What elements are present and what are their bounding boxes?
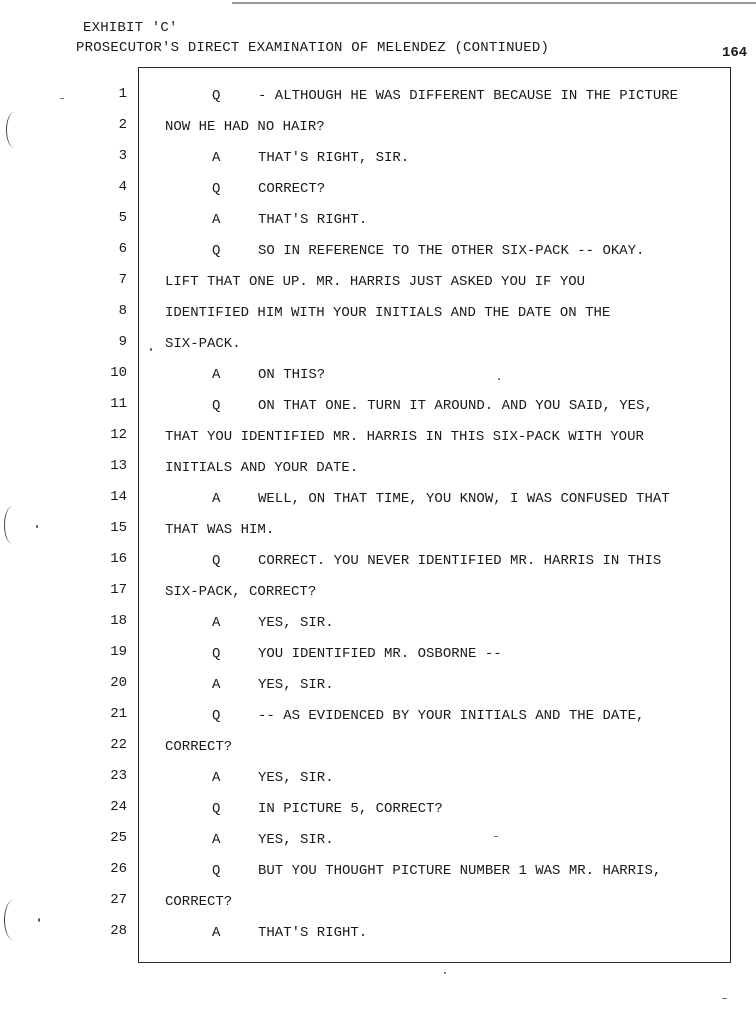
speaker-label: Q (212, 863, 221, 879)
transcript-line (0, 427, 756, 458)
speaker-label: Q (212, 181, 221, 197)
line-number: 1 (118, 86, 127, 102)
line-text (165, 522, 274, 538)
line-number: 6 (118, 241, 127, 257)
transcript-line (0, 458, 756, 489)
speaker-label: Q (212, 398, 221, 414)
speaker-label: A (212, 832, 221, 848)
speaker-label: Q (212, 801, 221, 817)
line-text (165, 274, 585, 290)
testimony-text: SO IN REFERENCE TO THE OTHER SIX-PACK -- OKAY. (258, 243, 645, 259)
line-number: 23 (110, 768, 127, 784)
line-number: 20 (110, 675, 127, 691)
speaker-label: Q (212, 708, 221, 724)
speaker-label: Q (212, 88, 221, 104)
line-number: 3 (118, 148, 127, 164)
testimony-text: YES, SIR. (258, 770, 334, 786)
line-text (165, 119, 325, 135)
line-text (212, 398, 653, 414)
speaker-label: A (212, 150, 221, 166)
testimony-text: ON THIS? (258, 367, 326, 383)
transcript-line (0, 303, 756, 334)
transcript-line (0, 489, 756, 520)
line-number: 13 (110, 458, 127, 474)
speaker-label: A (212, 491, 221, 507)
line-text (212, 770, 334, 786)
line-text (165, 429, 644, 445)
speaker-label: A (212, 770, 221, 786)
transcript-line (0, 706, 756, 737)
line-number: 27 (110, 892, 127, 908)
speaker-label: Q (212, 646, 221, 662)
transcript-line (0, 923, 756, 954)
line-number: 10 (110, 365, 127, 381)
line-text (212, 150, 409, 166)
line-number: 18 (110, 613, 127, 629)
line-text (212, 553, 661, 569)
testimony-text: IDENTIFIED HIM WITH YOUR INITIALS AND THE DATE ON THE (165, 305, 611, 321)
testimony-text: WELL, ON THAT TIME, YOU KNOW, I WAS CONFUSED THAT (258, 491, 670, 507)
top-scan-rule (232, 2, 756, 4)
line-number: 24 (110, 799, 127, 815)
line-text (212, 243, 644, 259)
transcript-body (0, 86, 756, 954)
line-number: 22 (110, 737, 127, 753)
line-text (212, 677, 334, 693)
line-number: 21 (110, 706, 127, 722)
line-number: 12 (110, 427, 127, 443)
line-number: 5 (118, 210, 127, 226)
testimony-text: YOU IDENTIFIED MR. OSBORNE -- (258, 646, 502, 662)
line-text (165, 584, 316, 600)
line-number: 11 (110, 396, 127, 412)
testimony-text: CORRECT? (258, 181, 326, 197)
testimony-text: CORRECT? (165, 739, 233, 755)
transcript-line (0, 179, 756, 210)
transcript-line (0, 86, 756, 117)
transcript-line (0, 210, 756, 241)
speaker-label: A (212, 615, 221, 631)
line-text (165, 739, 232, 755)
testimony-text: SIX-PACK, CORRECT? (165, 584, 317, 600)
transcript-line (0, 272, 756, 303)
speaker-label: A (212, 677, 221, 693)
speaker-label: Q (212, 553, 221, 569)
testimony-text: THAT'S RIGHT, SIR. (258, 150, 410, 166)
line-number: 17 (110, 582, 127, 598)
transcript-line (0, 117, 756, 148)
line-text (212, 646, 502, 662)
line-number: 4 (118, 179, 127, 195)
testimony-text: SIX-PACK. (165, 336, 241, 352)
speaker-label: Q (212, 243, 221, 259)
line-text (212, 832, 334, 848)
speaker-label: A (212, 925, 221, 941)
line-number: 25 (110, 830, 127, 846)
transcript-line (0, 737, 756, 768)
testimony-text: INITIALS AND YOUR DATE. (165, 460, 359, 476)
line-text (165, 460, 358, 476)
line-number: 19 (110, 644, 127, 660)
line-number: 26 (110, 861, 127, 877)
transcript-line (0, 892, 756, 923)
transcript-line (0, 613, 756, 644)
line-number: 16 (110, 551, 127, 567)
line-number: 28 (110, 923, 127, 939)
transcript-line (0, 396, 756, 427)
line-text (212, 925, 367, 941)
transcript-line (0, 334, 756, 365)
testimony-text: BUT YOU THOUGHT PICTURE NUMBER 1 WAS MR. HARRIS, (258, 863, 662, 879)
line-text (212, 708, 644, 724)
line-text (212, 491, 670, 507)
line-text (212, 367, 325, 383)
testimony-text: THAT WAS HIM. (165, 522, 275, 538)
line-number: 15 (110, 520, 127, 536)
transcript-line (0, 861, 756, 892)
transcript-line (0, 148, 756, 179)
testimony-text: CORRECT? (165, 894, 233, 910)
exhibit-label: EXHIBIT 'C' (83, 20, 178, 36)
transcript-line (0, 582, 756, 613)
testimony-text: IN PICTURE 5, CORRECT? (258, 801, 443, 817)
testimony-text: CORRECT. YOU NEVER IDENTIFIED MR. HARRIS IN THIS (258, 553, 662, 569)
testimony-text: LIFT THAT ONE UP. MR. HARRIS JUST ASKED YOU IF YOU (165, 274, 586, 290)
line-text (212, 801, 443, 817)
scan-speck (444, 972, 446, 974)
line-text (212, 863, 661, 879)
scan-speck (722, 998, 727, 999)
transcript-line (0, 241, 756, 272)
transcript-line (0, 365, 756, 396)
line-text (212, 181, 325, 197)
testimony-text: THAT'S RIGHT. (258, 925, 368, 941)
transcript-line (0, 551, 756, 582)
page-heading: PROSECUTOR'S DIRECT EXAMINATION OF MELENDEZ (CONTINUED) (76, 40, 550, 56)
page-number: 164 (722, 45, 748, 61)
testimony-text: YES, SIR. (258, 677, 334, 693)
line-text (165, 894, 232, 910)
transcript-line (0, 799, 756, 830)
line-number: 2 (118, 117, 127, 133)
speaker-label: A (212, 212, 221, 228)
testimony-text: NOW HE HAD NO HAIR? (165, 119, 325, 135)
transcript-line (0, 830, 756, 861)
transcript-line (0, 644, 756, 675)
testimony-text: -- AS EVIDENCED BY YOUR INITIALS AND THE DATE, (258, 708, 645, 724)
testimony-text: THAT YOU IDENTIFIED MR. HARRIS IN THIS SIX-PACK WITH YOUR (165, 429, 644, 445)
testimony-text: THAT'S RIGHT. (258, 212, 368, 228)
line-text (212, 88, 678, 104)
transcript-line (0, 520, 756, 551)
testimony-text: - ALTHOUGH HE WAS DIFFERENT BECAUSE IN THE PICTURE (258, 88, 679, 104)
line-number: 14 (110, 489, 127, 505)
line-number: 9 (118, 334, 127, 350)
line-text (212, 212, 367, 228)
line-text (212, 615, 334, 631)
testimony-text: ON THAT ONE. TURN IT AROUND. AND YOU SAID, YES, (258, 398, 653, 414)
transcript-line (0, 768, 756, 799)
line-number: 7 (118, 272, 127, 288)
line-text (165, 336, 241, 352)
transcript-line (0, 675, 756, 706)
testimony-text: YES, SIR. (258, 615, 334, 631)
line-text (165, 305, 610, 321)
testimony-text: YES, SIR. (258, 832, 334, 848)
speaker-label: A (212, 367, 221, 383)
line-number: 8 (118, 303, 127, 319)
